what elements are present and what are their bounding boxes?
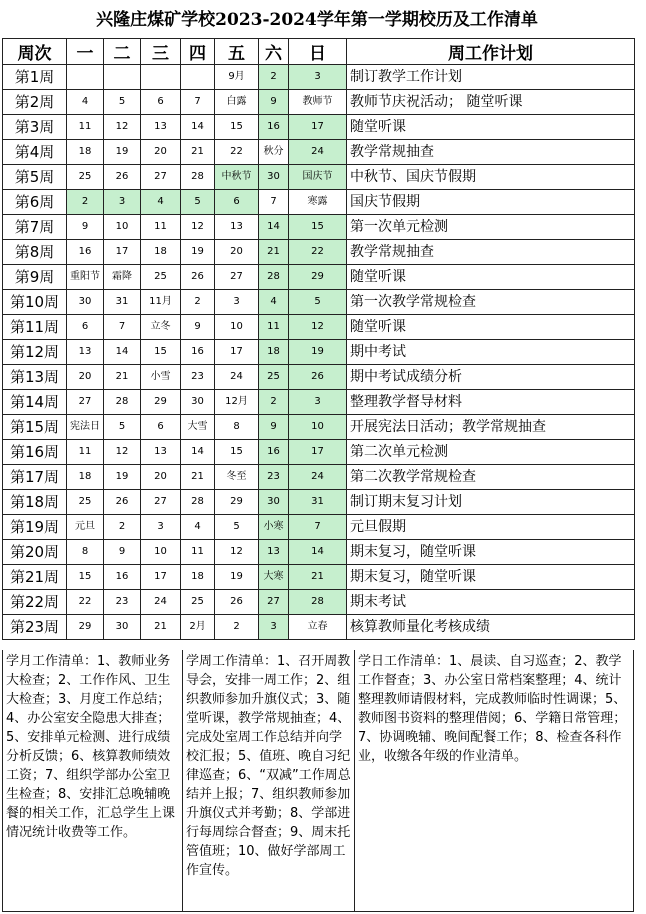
day-cell-thu: 19	[181, 240, 215, 265]
day-cell-wed: 立冬	[141, 315, 181, 340]
week-row	[3, 90, 635, 115]
day-cell-mon: 15	[67, 565, 104, 590]
day-cell-thu: 28	[181, 490, 215, 515]
day-cell-thu: 30	[181, 390, 215, 415]
page-title: 兴隆庄煤矿学校2023-2024学年第一学期校历及工作清单	[96, 10, 538, 30]
header-mon: 一	[67, 39, 104, 65]
week-row	[3, 190, 635, 215]
day-cell-sat: 11	[259, 315, 289, 340]
week-plan: 制订期末复习计划	[347, 490, 635, 515]
day-cell-fri: 白露	[215, 90, 259, 115]
week-label: 第12周	[3, 340, 67, 365]
day-cell-mon: 4	[67, 90, 104, 115]
day-cell-mon: 29	[67, 615, 104, 640]
day-cell-mon: 6	[67, 315, 104, 340]
week-row	[3, 540, 635, 565]
day-cell-mon: 25	[67, 165, 104, 190]
day-cell-mon: 25	[67, 490, 104, 515]
day-cell-sun: 31	[289, 490, 347, 515]
day-cell-wed: 20	[141, 140, 181, 165]
day-cell-tue: 7	[104, 315, 141, 340]
day-cell-thu: 25	[181, 590, 215, 615]
day-cell-sun: 立春	[289, 615, 347, 640]
day-cell-wed: 13	[141, 440, 181, 465]
day-cell-sun: 24	[289, 465, 347, 490]
week-row	[3, 215, 635, 240]
day-cell-sun: 10	[289, 415, 347, 440]
monthly-work-list: 学月工作清单：1、教师业务大检查；2、工作作风、卫生大检查；3、月度工作总结；4、办公室安全隐患大排查；5、安排单元检测、进行成绩分析反馈；6、核算教师绩效工资；7、组织学部办公室卫生检查；8、安排汇总晚辅晚餐的相关工作，汇总学生上课情况统计收费等工作。	[3, 650, 183, 911]
day-cell-fri: 2	[215, 615, 259, 640]
day-cell-sat: 2	[259, 65, 289, 90]
day-cell-wed: 27	[141, 490, 181, 515]
day-cell-fri: 15	[215, 440, 259, 465]
day-cell-sat: 13	[259, 540, 289, 565]
day-cell-sun: 19	[289, 340, 347, 365]
week-label: 第10周	[3, 290, 67, 315]
day-cell-sun: 12	[289, 315, 347, 340]
week-row	[3, 515, 635, 540]
day-cell-sat: 小寒	[259, 515, 289, 540]
day-cell-wed: 3	[141, 515, 181, 540]
header-thu: 四	[181, 39, 215, 65]
day-cell-fri: 8	[215, 415, 259, 440]
day-cell-tue: 31	[104, 290, 141, 315]
day-cell-wed: 24	[141, 590, 181, 615]
header-tue: 二	[104, 39, 141, 65]
day-cell-sat: 16	[259, 115, 289, 140]
week-label: 第19周	[3, 515, 67, 540]
week-plan: 整理教学督导材料	[347, 390, 635, 415]
day-cell-fri: 15	[215, 115, 259, 140]
day-cell-wed: 11	[141, 215, 181, 240]
day-cell-thu	[181, 65, 215, 90]
day-cell-tue	[104, 65, 141, 90]
day-cell-thu: 18	[181, 565, 215, 590]
day-cell-mon: 2	[67, 190, 104, 215]
day-cell-thu: 大雪	[181, 415, 215, 440]
day-cell-sat: 7	[259, 190, 289, 215]
day-cell-wed: 29	[141, 390, 181, 415]
day-cell-mon: 20	[67, 365, 104, 390]
week-plan: 随堂听课	[347, 315, 635, 340]
day-cell-fri: 12月	[215, 390, 259, 415]
week-label: 第1周	[3, 65, 67, 90]
day-cell-thu: 11	[181, 540, 215, 565]
day-cell-sun: 14	[289, 540, 347, 565]
week-plan: 第一次单元检测	[347, 215, 635, 240]
week-label: 第18周	[3, 490, 67, 515]
day-cell-fri: 22	[215, 140, 259, 165]
day-cell-sat: 30	[259, 165, 289, 190]
week-label: 第15周	[3, 415, 67, 440]
day-cell-tue: 14	[104, 340, 141, 365]
week-label: 第13周	[3, 365, 67, 390]
day-cell-tue: 2	[104, 515, 141, 540]
day-cell-thu: 23	[181, 365, 215, 390]
day-cell-tue: 21	[104, 365, 141, 390]
week-row	[3, 140, 635, 165]
day-cell-mon: 22	[67, 590, 104, 615]
week-label: 第22周	[3, 590, 67, 615]
day-cell-thu: 9	[181, 315, 215, 340]
day-cell-sun: 22	[289, 240, 347, 265]
day-cell-sun: 教师节	[289, 90, 347, 115]
day-cell-sat: 30	[259, 490, 289, 515]
day-cell-sat: 2	[259, 390, 289, 415]
day-cell-tue: 9	[104, 540, 141, 565]
day-cell-sun: 7	[289, 515, 347, 540]
day-cell-mon: 11	[67, 440, 104, 465]
day-cell-sun: 17	[289, 115, 347, 140]
week-row	[3, 165, 635, 190]
day-cell-thu: 4	[181, 515, 215, 540]
week-plan: 第二次教学常规检查	[347, 465, 635, 490]
day-cell-wed: 13	[141, 115, 181, 140]
week-plan: 期中考试	[347, 340, 635, 365]
day-cell-sun: 3	[289, 390, 347, 415]
day-cell-wed: 18	[141, 240, 181, 265]
week-plan: 期末复习，随堂听课	[347, 540, 635, 565]
day-cell-fri: 5	[215, 515, 259, 540]
header-fri: 五	[215, 39, 259, 65]
day-cell-wed: 27	[141, 165, 181, 190]
day-cell-mon: 18	[67, 140, 104, 165]
day-cell-tue: 16	[104, 565, 141, 590]
week-row	[3, 565, 635, 590]
header-row	[3, 39, 635, 65]
day-cell-tue: 26	[104, 490, 141, 515]
header-wed: 三	[141, 39, 181, 65]
week-plan: 期末复习，随堂听课	[347, 565, 635, 590]
day-cell-tue: 5	[104, 415, 141, 440]
day-cell-wed: 小雪	[141, 365, 181, 390]
day-cell-wed: 21	[141, 615, 181, 640]
day-cell-sat: 9	[259, 415, 289, 440]
day-cell-fri: 13	[215, 215, 259, 240]
week-row	[3, 365, 635, 390]
day-cell-fri: 19	[215, 565, 259, 590]
week-label: 第16周	[3, 440, 67, 465]
day-cell-mon: 13	[67, 340, 104, 365]
week-plan: 制订教学工作计划	[347, 65, 635, 90]
week-plan: 教师节庆祝活动； 随堂听课	[347, 90, 635, 115]
week-plan: 第二次单元检测	[347, 440, 635, 465]
day-cell-thu: 14	[181, 440, 215, 465]
day-cell-tue: 23	[104, 590, 141, 615]
day-cell-sun: 3	[289, 65, 347, 90]
day-cell-thu: 14	[181, 115, 215, 140]
day-cell-tue: 霜降	[104, 265, 141, 290]
day-cell-mon: 16	[67, 240, 104, 265]
day-cell-mon: 8	[67, 540, 104, 565]
day-cell-thu: 12	[181, 215, 215, 240]
day-cell-fri: 12	[215, 540, 259, 565]
day-cell-sat: 秋分	[259, 140, 289, 165]
week-row	[3, 315, 635, 340]
week-label: 第11周	[3, 315, 67, 340]
day-cell-sun: 国庆节	[289, 165, 347, 190]
day-cell-sat: 4	[259, 290, 289, 315]
day-cell-wed: 17	[141, 565, 181, 590]
day-cell-tue: 26	[104, 165, 141, 190]
week-label: 第14周	[3, 390, 67, 415]
day-cell-sun: 寒露	[289, 190, 347, 215]
day-cell-thu: 7	[181, 90, 215, 115]
day-cell-sun: 15	[289, 215, 347, 240]
day-cell-fri: 10	[215, 315, 259, 340]
day-cell-sat: 28	[259, 265, 289, 290]
day-cell-thu: 2	[181, 290, 215, 315]
day-cell-fri: 9月	[215, 65, 259, 90]
week-row	[3, 65, 635, 90]
week-plan: 中秋节、国庆节假期	[347, 165, 635, 190]
day-cell-thu: 21	[181, 465, 215, 490]
day-cell-sat: 25	[259, 365, 289, 390]
week-plan: 核算教师量化考核成绩	[347, 615, 635, 640]
day-cell-fri: 冬至	[215, 465, 259, 490]
week-label: 第17周	[3, 465, 67, 490]
weekly-work-list: 学周工作清单：1、召开周教导会，安排一周工作；2、组织教师参加升旗仪式；3、随堂听课，教学常规抽查；4、完成处室周工作总结并向学校汇报；5、值班、晚自习纪律巡查；6、“双减”工作周总结并上报；7、组织教师参加升旗仪式并考勤；8、学部进行每周综合督查；9、周末托管值班；10、做好学部周工作宣传。	[183, 650, 355, 911]
day-cell-wed: 20	[141, 465, 181, 490]
day-cell-tue: 19	[104, 140, 141, 165]
day-cell-tue: 12	[104, 440, 141, 465]
day-cell-sun: 21	[289, 565, 347, 590]
day-cell-mon: 宪法日	[67, 415, 104, 440]
day-cell-thu: 2月	[181, 615, 215, 640]
week-label: 第5周	[3, 165, 67, 190]
day-cell-sat: 16	[259, 440, 289, 465]
daily-work-list: 学日工作清单：1、晨读、自习巡查；2、教学工作督查；3、办公室日常档案整理；4、统计整理教师请假材料，完成教师临时性调课；5、教师图书资料的整理借阅；6、学籍日常管理；7、协调晚辅、晚间配餐工作；8、检查各科作业，收缴各年级的作业清单。	[358, 654, 627, 764]
day-cell-wed: 11月	[141, 290, 181, 315]
day-cell-sun: 24	[289, 140, 347, 165]
week-label: 第2周	[3, 90, 67, 115]
day-cell-wed: 6	[141, 415, 181, 440]
day-cell-mon: 30	[67, 290, 104, 315]
day-cell-tue: 28	[104, 390, 141, 415]
week-label: 第6周	[3, 190, 67, 215]
day-cell-sun: 29	[289, 265, 347, 290]
header-sat: 六	[259, 39, 289, 65]
week-label: 第7周	[3, 215, 67, 240]
week-row	[3, 440, 635, 465]
day-cell-sat: 21	[259, 240, 289, 265]
week-label: 第23周	[3, 615, 67, 640]
day-cell-thu: 21	[181, 140, 215, 165]
day-cell-tue: 3	[104, 190, 141, 215]
day-cell-sat: 大寒	[259, 565, 289, 590]
day-cell-tue: 17	[104, 240, 141, 265]
header-week: 周次	[3, 39, 67, 65]
header-plan: 周工作计划	[347, 39, 635, 65]
day-cell-fri: 26	[215, 590, 259, 615]
week-row	[3, 340, 635, 365]
week-label: 第21周	[3, 565, 67, 590]
week-row	[3, 240, 635, 265]
week-plan: 期中考试成绩分析	[347, 365, 635, 390]
week-plan: 国庆节假期	[347, 190, 635, 215]
day-cell-fri: 20	[215, 240, 259, 265]
week-plan: 随堂听课	[347, 115, 635, 140]
week-row	[3, 465, 635, 490]
day-cell-wed: 6	[141, 90, 181, 115]
day-cell-wed	[141, 65, 181, 90]
day-cell-sun: 26	[289, 365, 347, 390]
week-row	[3, 590, 635, 615]
day-cell-tue: 10	[104, 215, 141, 240]
day-cell-thu: 28	[181, 165, 215, 190]
day-cell-wed: 10	[141, 540, 181, 565]
week-row	[3, 265, 635, 290]
day-cell-sat: 9	[259, 90, 289, 115]
week-row	[3, 290, 635, 315]
day-cell-wed: 15	[141, 340, 181, 365]
day-cell-mon: 元旦	[67, 515, 104, 540]
day-cell-fri: 6	[215, 190, 259, 215]
day-cell-thu: 16	[181, 340, 215, 365]
day-cell-thu: 5	[181, 190, 215, 215]
day-cell-mon: 18	[67, 465, 104, 490]
work-lists	[2, 650, 634, 912]
day-cell-mon: 27	[67, 390, 104, 415]
day-cell-fri: 17	[215, 340, 259, 365]
week-plan: 期末考试	[347, 590, 635, 615]
day-cell-fri: 中秋节	[215, 165, 259, 190]
week-plan: 教学常规抽查	[347, 140, 635, 165]
week-plan: 随堂听课	[347, 265, 635, 290]
week-plan: 元旦假期	[347, 515, 635, 540]
day-cell-sat: 3	[259, 615, 289, 640]
week-plan: 教学常规抽查	[347, 240, 635, 265]
week-label: 第3周	[3, 115, 67, 140]
day-cell-sat: 27	[259, 590, 289, 615]
day-cell-sat: 14	[259, 215, 289, 240]
day-cell-mon: 重阳节	[67, 265, 104, 290]
week-row	[3, 615, 635, 640]
week-label: 第4周	[3, 140, 67, 165]
day-cell-tue: 19	[104, 465, 141, 490]
day-cell-fri: 29	[215, 490, 259, 515]
week-label: 第8周	[3, 240, 67, 265]
day-cell-sat: 23	[259, 465, 289, 490]
calendar-table	[2, 38, 635, 640]
day-cell-mon	[67, 65, 104, 90]
week-label: 第20周	[3, 540, 67, 565]
header-sun: 日	[289, 39, 347, 65]
day-cell-sun: 5	[289, 290, 347, 315]
week-row	[3, 390, 635, 415]
week-plan: 第一次教学常规检查	[347, 290, 635, 315]
day-cell-mon: 11	[67, 115, 104, 140]
day-cell-sun: 17	[289, 440, 347, 465]
day-cell-fri: 24	[215, 365, 259, 390]
week-row	[3, 115, 635, 140]
day-cell-fri: 3	[215, 290, 259, 315]
week-row	[3, 490, 635, 515]
day-cell-tue: 12	[104, 115, 141, 140]
day-cell-thu: 26	[181, 265, 215, 290]
week-row	[3, 415, 635, 440]
day-cell-wed: 25	[141, 265, 181, 290]
day-cell-sun: 28	[289, 590, 347, 615]
day-cell-tue: 30	[104, 615, 141, 640]
week-plan: 开展宪法日活动；教学常规抽查	[347, 415, 635, 440]
day-cell-wed: 4	[141, 190, 181, 215]
day-cell-sat: 18	[259, 340, 289, 365]
day-cell-fri: 27	[215, 265, 259, 290]
week-label: 第9周	[3, 265, 67, 290]
day-cell-mon: 9	[67, 215, 104, 240]
day-cell-tue: 5	[104, 90, 141, 115]
